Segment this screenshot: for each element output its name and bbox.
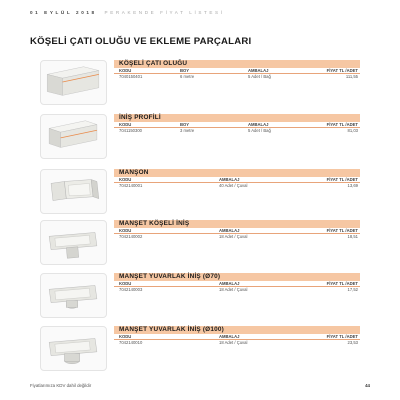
cell-boy: 3 metre xyxy=(180,128,195,133)
col-fiyat: FİYAT TL /ADET xyxy=(326,68,358,73)
col-fiyat: FİYAT TL /ADET xyxy=(326,228,358,233)
col-boy: BOY xyxy=(180,122,190,127)
cell-ambalaj: 5 Adet / Bağ xyxy=(248,128,271,133)
cell-kodu: 7042140010 xyxy=(119,340,143,345)
col-fiyat: FİYAT TL /ADET xyxy=(326,177,358,182)
col-ambalaj: AMBALAJ xyxy=(219,281,240,286)
product-title: MANŞON xyxy=(119,169,149,176)
cell-kodu: 7040150401 xyxy=(119,74,143,79)
product-title: İNİŞ PROFİLİ xyxy=(119,114,161,121)
page-number: 44 xyxy=(365,383,370,388)
col-kodu: KODU xyxy=(119,228,132,233)
product-title: KÖŞELİ ÇATI OLUĞU xyxy=(119,60,188,67)
section-title-bar xyxy=(114,220,360,228)
product-section-sleeve xyxy=(40,169,360,214)
header-line xyxy=(30,10,225,15)
table-row xyxy=(114,234,360,240)
sleeve-icon xyxy=(40,169,107,214)
table-row xyxy=(114,183,360,189)
col-kodu: KODU xyxy=(119,177,132,182)
product-section-downpipe xyxy=(40,114,360,159)
product-title: MANŞET YUVARLAK İNİŞ (Ø70) xyxy=(119,273,221,280)
cell-fiyat: 13,69 xyxy=(347,183,358,188)
header-date: 01 EYLÜL 2018 xyxy=(30,10,97,15)
section-title-bar xyxy=(114,326,360,334)
col-ambalaj: AMBALAJ xyxy=(219,228,240,233)
cell-fiyat: 111,55 xyxy=(345,74,358,79)
col-fiyat: FİYAT TL /ADET xyxy=(326,334,358,339)
round-outlet-70-icon xyxy=(40,273,107,318)
col-boy: BOY xyxy=(180,68,190,73)
col-ambalaj: AMBALAJ xyxy=(248,122,269,127)
col-kodu: KODU xyxy=(119,68,132,73)
square-outlet-icon xyxy=(40,220,107,265)
col-kodu: KODU xyxy=(119,281,132,286)
section-title-bar xyxy=(114,114,360,122)
cell-fiyat: 23,53 xyxy=(347,340,358,345)
downpipe-profile-icon xyxy=(40,114,107,159)
cell-kodu: 7041150300 xyxy=(119,128,142,133)
table-row xyxy=(114,287,360,293)
cell-kodu: 7042140001 xyxy=(119,183,143,188)
gutter-profile-icon xyxy=(40,60,107,105)
cell-boy: 6 metre xyxy=(180,74,195,79)
cell-ambalaj: 18 Adet / Çuval xyxy=(219,340,248,345)
cell-fiyat: 17,52 xyxy=(347,287,358,292)
section-title-bar xyxy=(114,60,360,68)
section-title-bar xyxy=(114,273,360,281)
round-outlet-100-icon xyxy=(40,326,107,371)
cell-ambalaj: 18 Adet / Çuval xyxy=(219,287,248,292)
col-ambalaj: AMBALAJ xyxy=(248,68,269,73)
col-kodu: KODU xyxy=(119,122,132,127)
table-row xyxy=(114,340,360,346)
product-title: MANŞET KÖŞELİ İNİŞ xyxy=(119,220,190,227)
col-kodu: KODU xyxy=(119,334,132,339)
product-title: MANŞET YUVARLAK İNİŞ (Ø100) xyxy=(119,326,224,333)
section-title-bar xyxy=(114,169,360,177)
cell-fiyat: 81,03 xyxy=(347,128,358,133)
product-section-square-outlet xyxy=(40,220,360,265)
col-fiyat: FİYAT TL /ADET xyxy=(326,281,358,286)
table-row xyxy=(114,128,360,134)
product-section-round-outlet-70 xyxy=(40,273,360,318)
product-section-round-outlet-100 xyxy=(40,326,360,371)
cell-ambalaj: 18 Adet / Çuval xyxy=(219,234,248,239)
table-row xyxy=(114,74,360,80)
col-fiyat: FİYAT TL /ADET xyxy=(326,122,358,127)
cell-kodu: 7042140002 xyxy=(119,234,143,239)
cell-ambalaj: 5 Adet / Bağ xyxy=(248,74,271,79)
page-title: KÖŞELİ ÇATI OLUĞU VE EKLEME PARÇALARI xyxy=(30,36,252,47)
col-ambalaj: AMBALAJ xyxy=(219,177,240,182)
cell-ambalaj: 40 Adet / Çuval xyxy=(219,183,248,188)
cell-fiyat: 18,51 xyxy=(347,234,358,239)
cell-kodu: 7042140003 xyxy=(119,287,143,292)
product-section-gutter xyxy=(40,60,360,105)
col-ambalaj: AMBALAJ xyxy=(219,334,240,339)
header-subtitle: PERAKENDE FİYAT LİSTESİ xyxy=(104,10,225,15)
footer-note: Fiyatlarımıza KDV dahil değildir xyxy=(30,383,92,388)
